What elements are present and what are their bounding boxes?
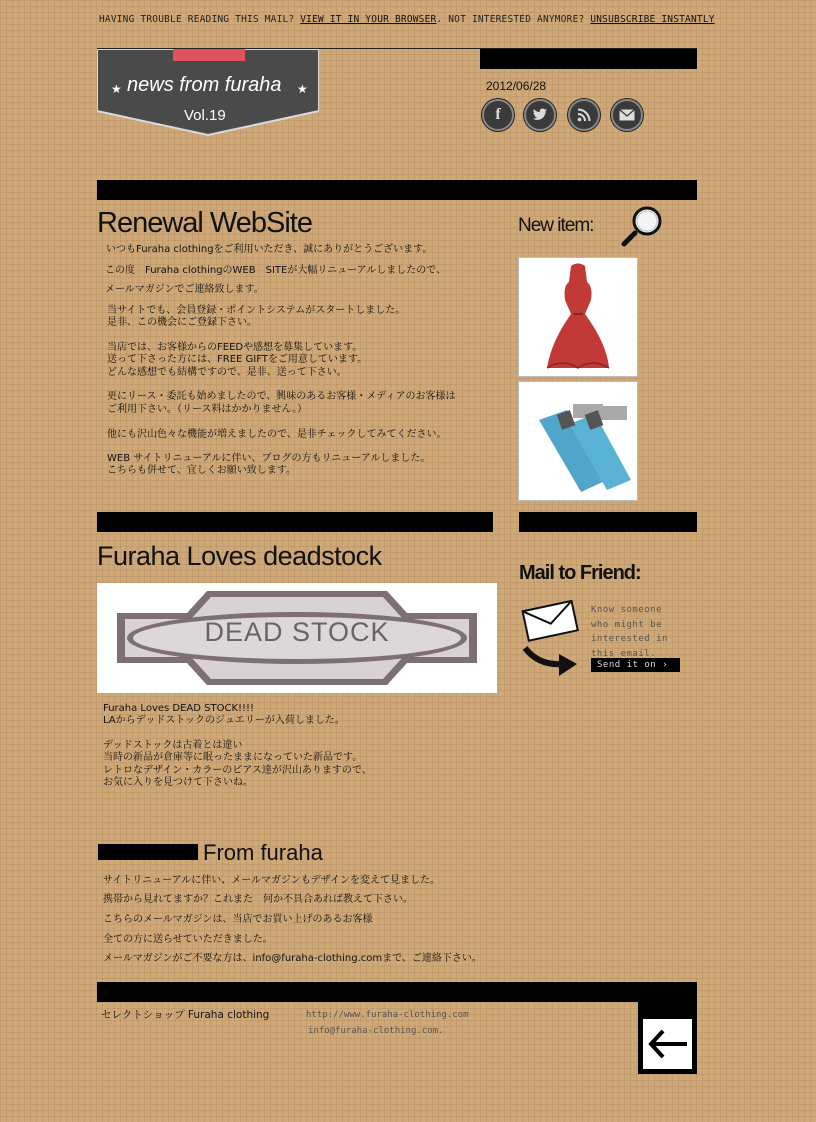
- from-furaha-title: From furaha: [203, 840, 323, 865]
- section-bar-deadstock: [97, 512, 493, 532]
- mail-friend-text: [591, 603, 668, 661]
- dress-image: [519, 258, 637, 376]
- logo-badge: [97, 49, 319, 137]
- deadstock-line-1: Furaha Loves DEAD STOCK!!!!: [103, 703, 255, 714]
- svg-text:★: ★: [297, 82, 308, 96]
- from-furaha-bar: [98, 844, 198, 860]
- renewal-line-4: 当サイトでも、会員登録・ポイントシステムがスタートしました。: [107, 305, 406, 316]
- top-bar: [99, 14, 715, 25]
- mail-icon[interactable]: [611, 99, 643, 131]
- renewal-line-1: いつもFuraha clothingをご利用いただき、誠にありがとうございます。: [106, 244, 433, 255]
- unsubscribe-link[interactable]: UNSUBSCRIBE INSTANTLY: [590, 14, 715, 25]
- blue-items-image: [519, 382, 637, 500]
- deadstock-banner: [97, 583, 497, 693]
- mail-friend-line-3: interested in: [591, 634, 668, 644]
- renewal-line-7: 送って下さった方には、FREE GIFTをご用意しています。: [107, 354, 368, 365]
- footer-bar: [97, 982, 697, 1002]
- facebook-icon[interactable]: f: [482, 99, 514, 131]
- mail-friend-title: Mail to Friend:: [519, 562, 641, 584]
- back-arrow-box: [643, 1019, 692, 1069]
- trouble-text: HAVING TROUBLE READING THIS MAIL?: [99, 14, 295, 25]
- from-furaha-line-3: こちらのメールマガジンは、当店でお買い上げのあるお客様: [103, 914, 373, 925]
- send-it-on-button[interactable]: Send it on ›: [591, 658, 680, 672]
- mail-friend-line-4: this email.: [591, 648, 657, 659]
- renewal-line-12: WEB サイトリニューアルに伴い、ブログの方もリニューアルしました。: [107, 453, 431, 464]
- volume-label: Vol.19: [184, 107, 226, 124]
- from-furaha-line-2: 携帯から見れてますか？これまた 何か不具合あれば教えて下さい。: [103, 894, 413, 905]
- mail-friend-line-1: Know someone: [591, 605, 663, 615]
- renewal-line-13: こちらも併せて、宜しくお願い致します。: [107, 465, 296, 476]
- issue-date: 2012/06/28: [486, 79, 547, 93]
- renewal-line-3: メールマガジンでご連絡致します。: [105, 284, 264, 295]
- from-furaha-line-1: サイトリニューアルに伴い、メールマガジンもデザインを変えて見ました。: [103, 875, 441, 886]
- deadstock-title: Furaha Loves deadstock: [97, 541, 382, 571]
- rss-icon[interactable]: [568, 99, 600, 131]
- view-in-browser-link[interactable]: VIEW IT IN YOUR BROWSER: [300, 14, 437, 25]
- renewal-line-10: ご利用下さい。（リース料はかかりません。）: [107, 404, 308, 415]
- product-red-dress[interactable]: [518, 257, 638, 377]
- from-furaha-line-5: メールマガジンがご不要な方は、info@furaha-clothing.comまで、ご連絡下さい。: [103, 953, 482, 964]
- not-interested-text: . NOT INTERESTED ANYMORE?: [436, 14, 585, 25]
- mail-friend-line-2: who might be: [591, 619, 663, 630]
- renewal-title: Renewal WebSite: [97, 207, 312, 239]
- product-blue-items[interactable]: [518, 381, 638, 501]
- new-item-title: New item:: [518, 215, 594, 236]
- renewal-line-5: 是非、この機会にご登録下さい。: [107, 317, 257, 328]
- footer-url[interactable]: http://www.furaha-clothing.com: [306, 1010, 469, 1020]
- svg-text:★: ★: [111, 82, 122, 96]
- from-furaha-line-4: 全ての方に送らせていただきました。: [103, 934, 273, 945]
- left-arrow-icon: [643, 1019, 692, 1069]
- deadstock-line-3: デッドストックは古着とは違い: [103, 740, 243, 751]
- deadstock-line-5: レトロなデザイン・カラーのピアス達が沢山ありますので、: [103, 765, 372, 776]
- renewal-line-6: 当店では、お客様からのFEEDや感想を募集しています。: [107, 342, 363, 353]
- footer-shop-name: セレクトショップ Furaha clothing: [101, 1009, 270, 1021]
- deadstock-banner-text: DEAD STOCK: [204, 617, 390, 647]
- deadstock-line-6: お気に入りを見つけて下さいね。: [103, 777, 253, 788]
- section-bar-renewal: [97, 180, 697, 200]
- back-arrow-button[interactable]: [638, 1002, 697, 1074]
- logo-title: news from furaha: [127, 74, 282, 96]
- envelope-arrow-icon: [519, 600, 581, 686]
- section-bar-mail: [519, 512, 697, 532]
- renewal-line-8: どんな感想でも結構ですので、是非、送って下さい。: [107, 367, 347, 378]
- magnifier-icon: [620, 203, 666, 253]
- renewal-line-9: 更にリース・委託も始めましたので、興味のあるお客様・メディアのお客様は: [107, 391, 456, 402]
- deadstock-line-4: 当時の新品が倉庫等に眠ったままになっていた新品です。: [103, 752, 363, 763]
- deadstock-line-2: LAからデッドストックのジュエリーが入荷しました。: [103, 715, 345, 726]
- renewal-line-11: 他にも沢山色々な機能が増えましたので、是非チェックしてみてください。: [107, 429, 447, 440]
- header-bar: [480, 49, 697, 69]
- renewal-line-2: この度 Furaha clothingのWEB SITEが大幅リニューアルしましたので、: [105, 265, 447, 276]
- twitter-icon[interactable]: [524, 99, 556, 131]
- footer-email[interactable]: info@furaha-clothing.com.: [308, 1026, 444, 1036]
